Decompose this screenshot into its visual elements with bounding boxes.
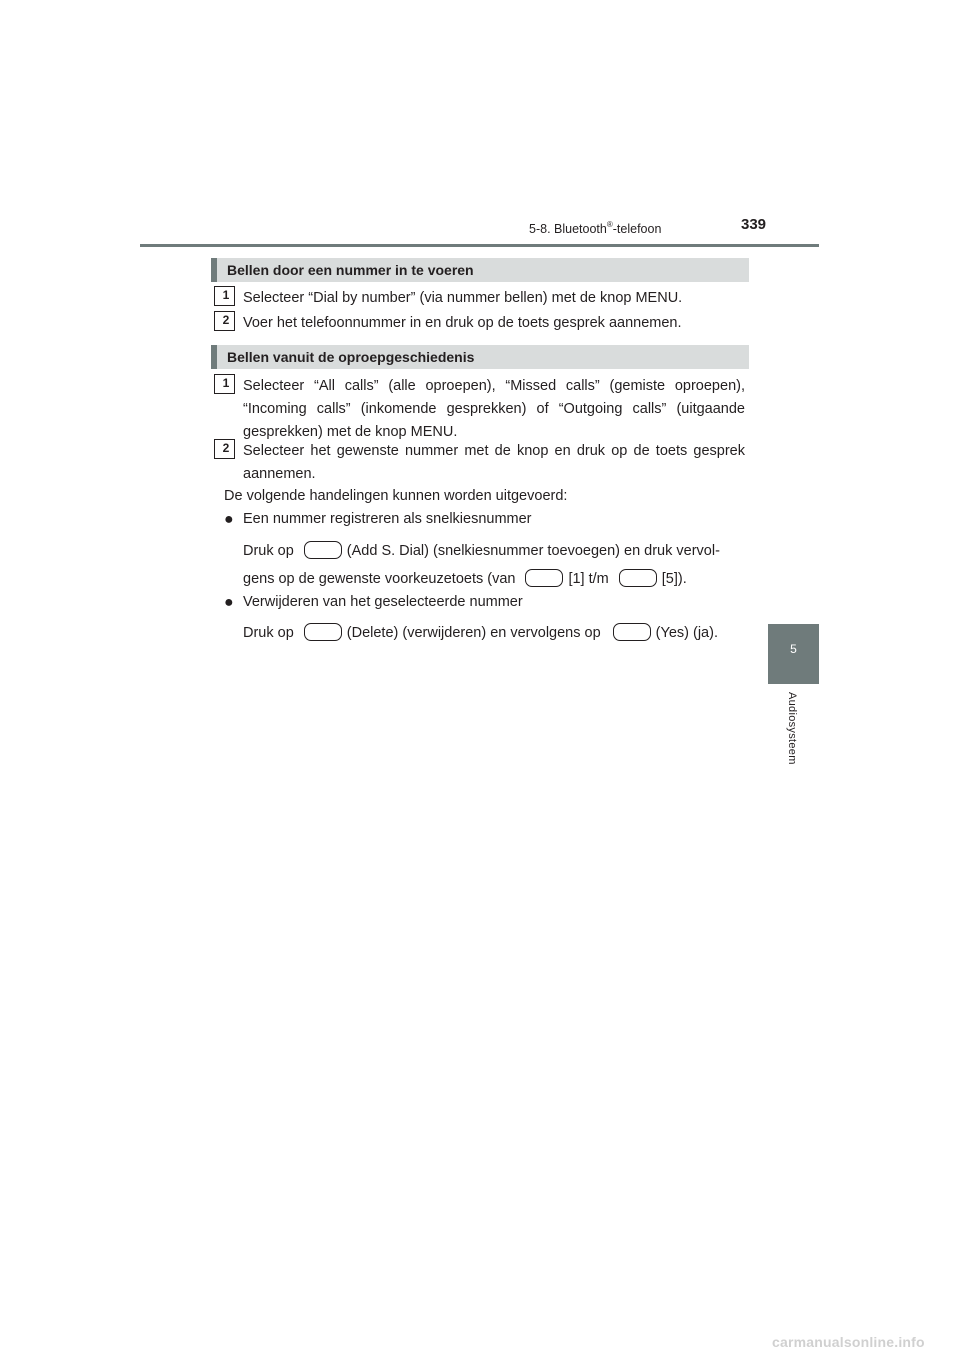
key-button-icon: [304, 541, 342, 559]
instruction-text: [1] t/m: [568, 571, 609, 587]
step-badge: 2: [214, 439, 235, 459]
key-button-icon: [613, 623, 651, 641]
bullet-instruction: [243, 622, 753, 645]
step-badge: 1: [214, 374, 235, 394]
instruction-text: Druk op: [243, 625, 294, 641]
header-rule: [140, 244, 819, 247]
bullet-title: Verwijderen van het geselecteerde nummer: [243, 594, 523, 610]
step-badge: 1: [214, 286, 235, 306]
chapter-tab: [768, 624, 819, 684]
section-heading-call-history: [211, 345, 749, 369]
bullet-dot-icon: ●: [224, 594, 234, 611]
section-suffix: -telefoon: [612, 222, 662, 237]
key-button-icon: [525, 569, 563, 587]
chapter-number: 5: [790, 642, 797, 656]
bullet-instruction: [243, 540, 753, 563]
bullet-dot-icon: ●: [224, 511, 234, 528]
step-text: Selecteer het gewenste nummer met de knop en druk op de toets gesprek aannemen.: [243, 443, 745, 482]
section-heading-text: Bellen vanuit de oproepgeschiedenis: [227, 349, 475, 365]
intro-text: De volgende handelingen kunnen worden uitgevoerd:: [224, 488, 568, 504]
instruction-text: [5]).: [661, 571, 687, 587]
instruction-text: Druk op: [243, 543, 294, 559]
section-heading-dial-number: [211, 258, 749, 282]
step-text: Selecteer “All calls” (alle oproepen), “Missed calls” (gemiste oproepen), “Incoming calls” (inkomende gesprekken) of “Outgoing calls” (uitgaande gesprekken) met de knop MENU.: [243, 378, 745, 440]
page-number: 339: [741, 216, 767, 233]
section-prefix: 5-8. Bluetooth: [529, 222, 607, 237]
section-header: [529, 221, 661, 236]
bullet-instruction: [243, 568, 753, 591]
instruction-text: (Delete) (verwijderen) en vervolgens op: [346, 625, 601, 641]
step-text: Selecteer “Dial by number” (via nummer bellen) met de knop MENU.: [243, 290, 683, 306]
chapter-label: Audiosysteem: [786, 692, 798, 765]
step-badge: 2: [214, 311, 235, 331]
instruction-text: (Add S. Dial) (snelkiesnummer toevoegen) en druk vervol-: [346, 543, 720, 559]
instruction-text: (Yes) (ja).: [655, 625, 718, 641]
instruction-text: gens op de gewenste voorkeuzetoets (van: [243, 571, 516, 587]
key-button-icon: [619, 569, 657, 587]
key-button-icon: [304, 623, 342, 641]
section-heading-text: Bellen door een nummer in te voeren: [227, 262, 474, 278]
watermark: carmanualsonline.info: [772, 1334, 925, 1350]
registered-mark: ®: [606, 220, 613, 229]
bullet-title: Een nummer registreren als snelkiesnummer: [243, 511, 532, 527]
step-text: Voer het telefoonnummer in en druk op de toets gesprek aannemen.: [243, 315, 682, 331]
